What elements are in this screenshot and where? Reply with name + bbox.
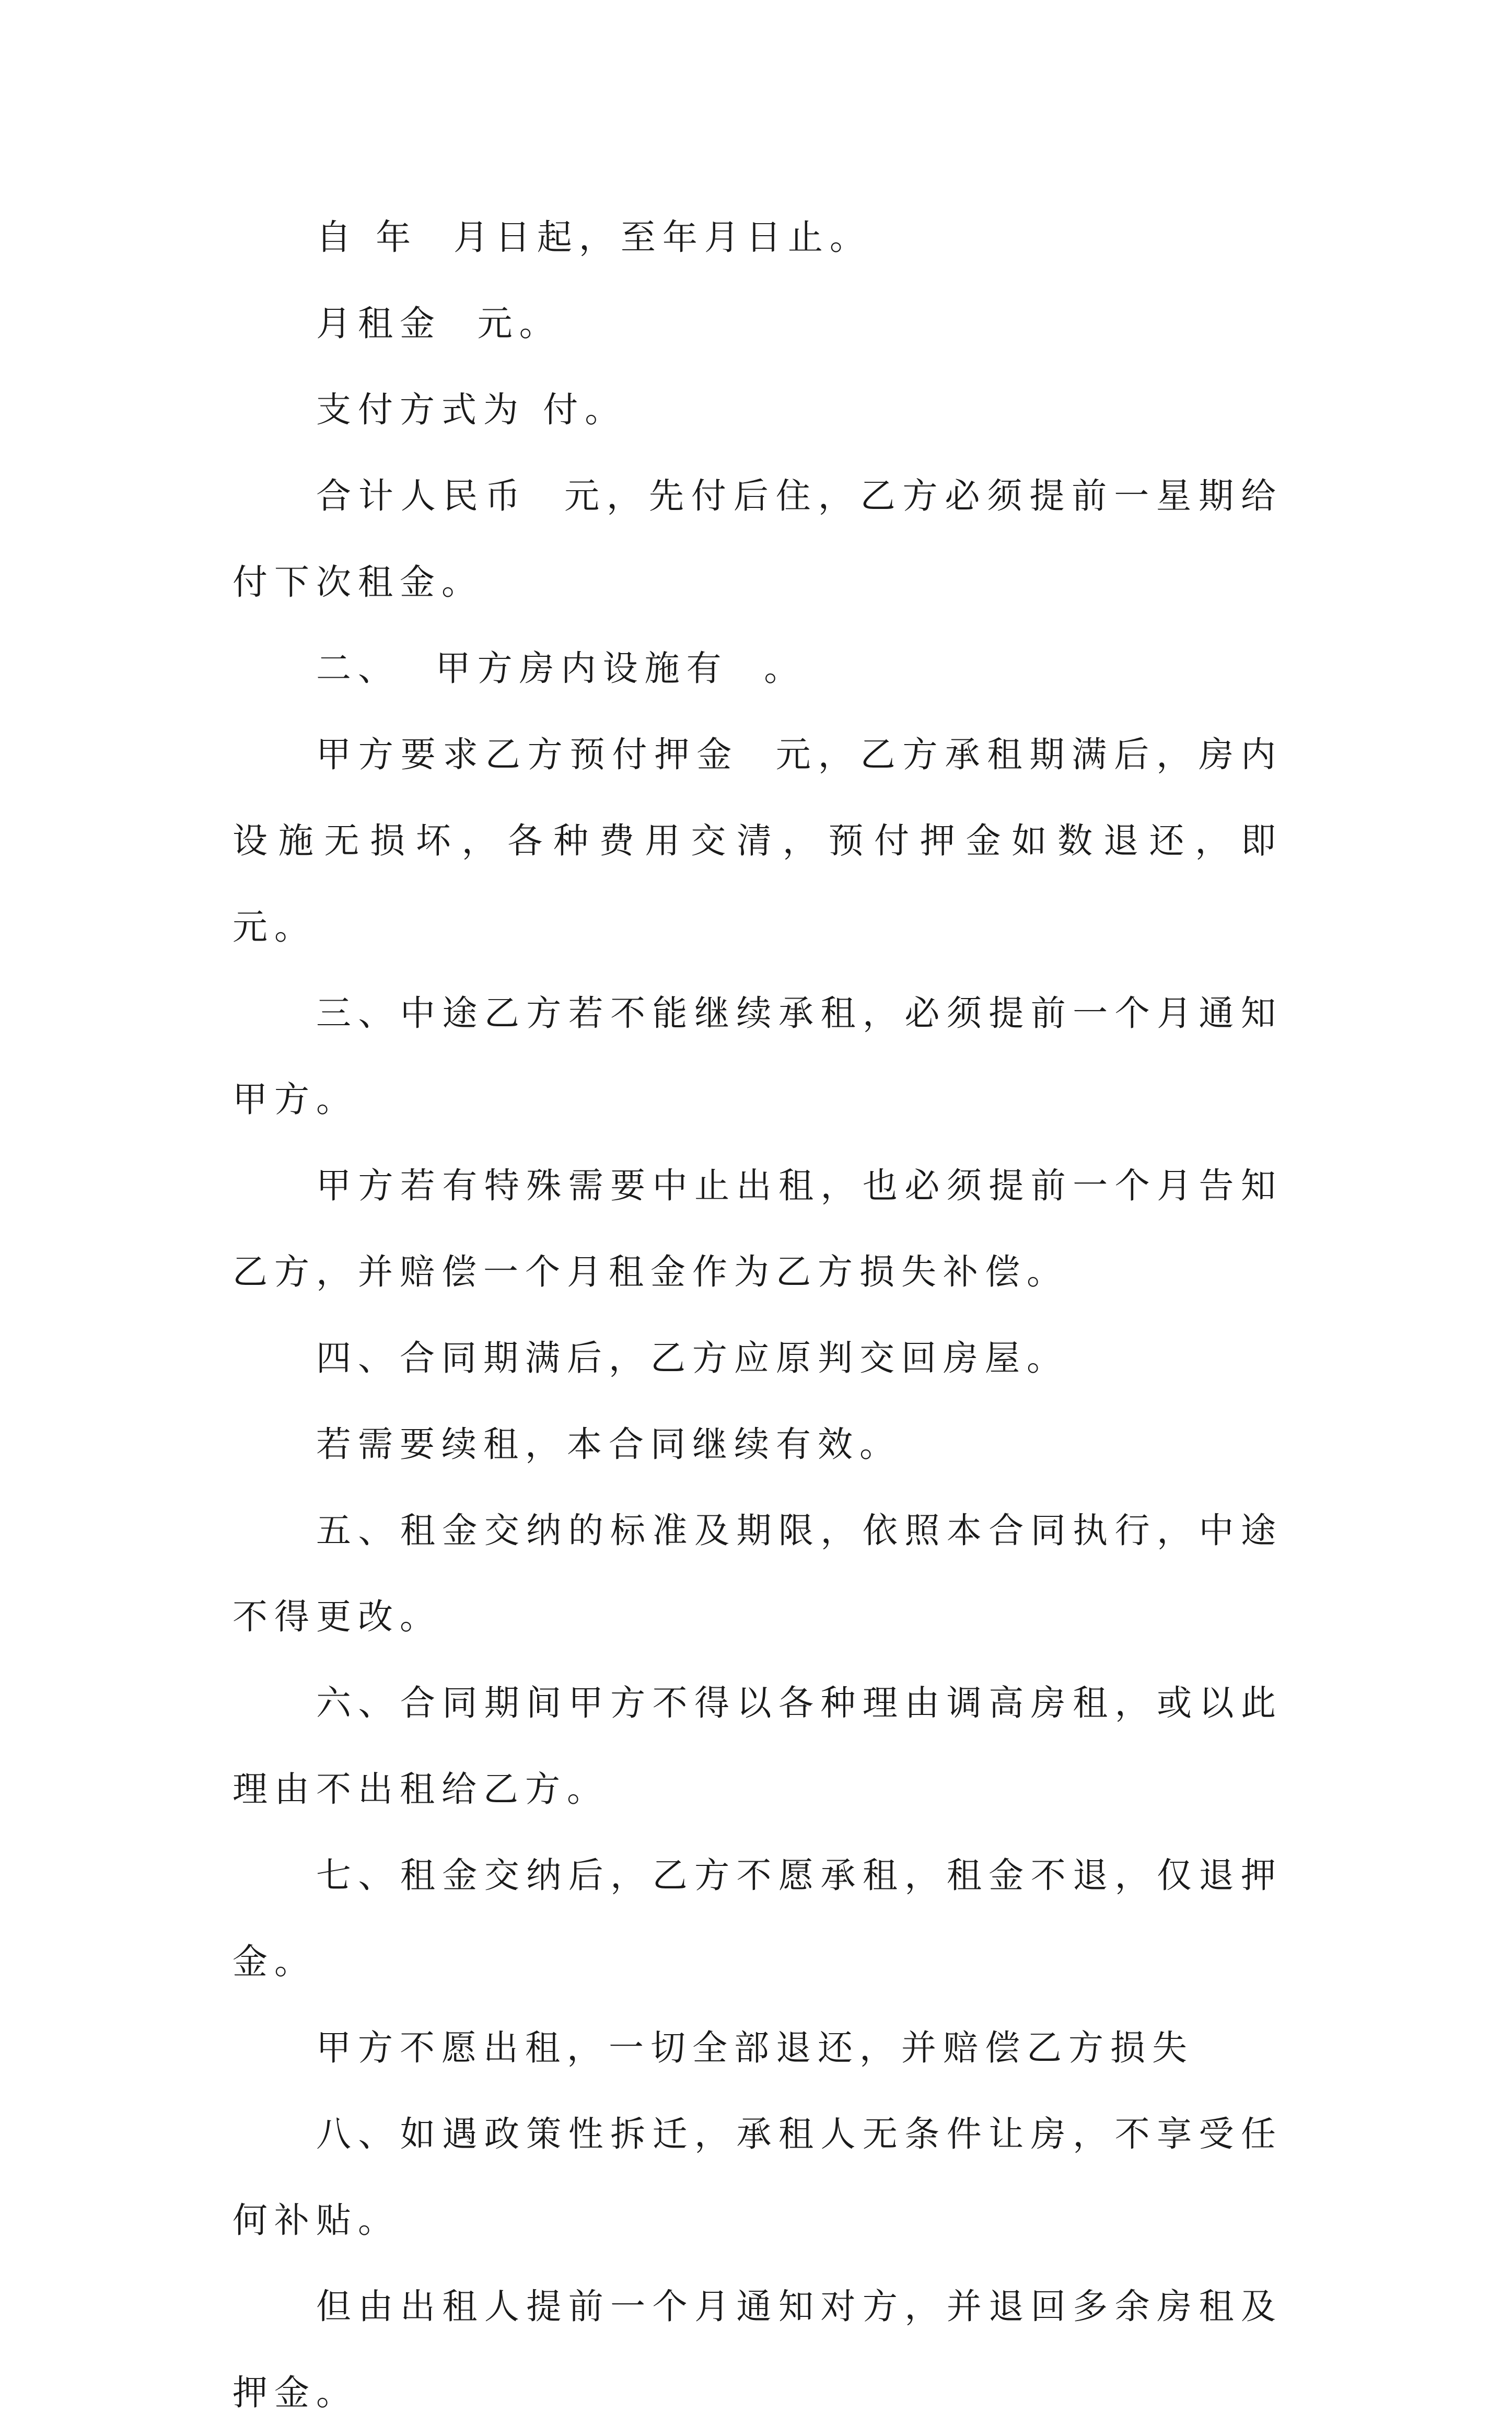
paragraph-clause-5-rent-standard: 五、租金交纳的标准及期限，依照本合同执行，中途不得更改。 xyxy=(232,1510,1283,1637)
paragraph-lease-term: 自 年 月日起，至年月日止。 xyxy=(316,217,871,258)
paragraph-clause-3-early-termination: 三、中途乙方若不能继续承租，必须提前一个月通知甲方。 xyxy=(232,993,1283,1120)
paragraph-clause-4-return: 四、合同期满后，乙方应原判交回房屋。 xyxy=(316,1338,1068,1378)
paragraph-monthly-rent: 月租金 元。 xyxy=(316,303,561,344)
document-body xyxy=(232,194,1319,2436)
paragraph-total-amount: 合计人民币 元，先付后住，乙方必须提前一星期给付下次租金。 xyxy=(232,475,1283,602)
paragraph-notice-refund: 但由出租人提前一个月通知对方，并退回多余房租及押金。 xyxy=(232,2286,1283,2413)
paragraph-renewal: 若需要续租，本合同继续有效。 xyxy=(316,1424,901,1465)
paragraph-landlord-termination: 甲方若有特殊需要中止出租，也必须提前一个月告知乙方，并赔偿一个月租金作为乙方损失补偿。 xyxy=(232,1165,1283,1292)
paragraph-deposit: 甲方要求乙方预付押金 元，乙方承租期满后，房内设施无损坏，各种费用交清，预付押金如数退还，即 元。 xyxy=(232,734,1319,947)
paragraph-clause-2-facilities: 二、 甲方房内设施有 。 xyxy=(316,648,806,689)
paragraph-landlord-refund: 甲方不愿出租，一切全部退还，并赔偿乙方损失 xyxy=(316,2027,1194,2068)
paragraph-clause-6-no-increase: 六、合同期间甲方不得以各种理由调高房租，或以此理由不出租给乙方。 xyxy=(232,1683,1283,1809)
paragraph-clause-8-demolition: 八、如遇政策性拆迁，承租人无条件让房，不享受任何补贴。 xyxy=(232,2114,1283,2241)
paragraph-payment-method: 支付方式为 付。 xyxy=(316,389,627,430)
paragraph-clause-7-refund: 七、租金交纳后，乙方不愿承租，租金不退，仅退押金。 xyxy=(232,1855,1283,1982)
